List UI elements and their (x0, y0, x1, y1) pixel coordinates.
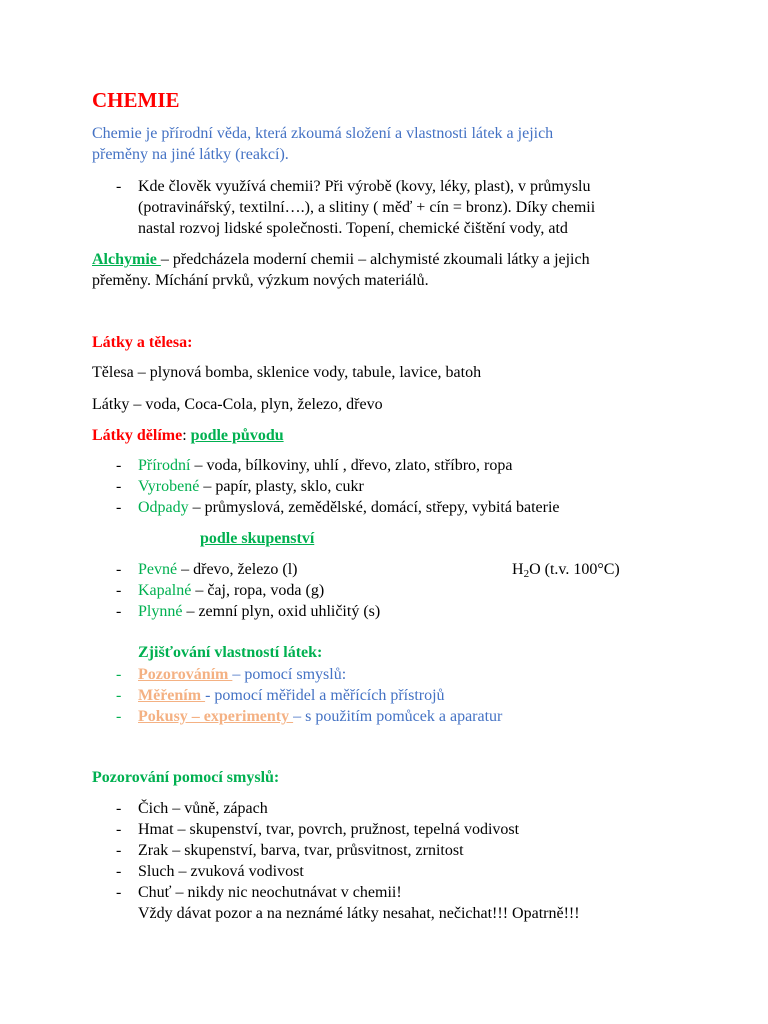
usage-line-2: (potravinářský, textilní….), a slitiny ( měď + cín = bronz). Díky chemii (138, 199, 596, 216)
alchymie-line-1 (92, 250, 590, 270)
skupenstvi-term: Plynné (138, 603, 183, 620)
usage-line-1: Kde člověk využívá chemii? Při výrobě (kovy, léky, plast), v průmyslu (138, 178, 591, 195)
alchymie-line-2: přeměny. Míchání prvků, výzkum nových materiálů. (92, 272, 429, 289)
vlastnosti-heading: Zjišťování vlastností látek: (138, 644, 323, 661)
skupenstvi-term: Pevné (138, 561, 178, 578)
vlastnosti-term: Pozorováním (138, 666, 233, 683)
section-heading-latky-telesa: Látky a tělesa: (92, 334, 193, 351)
deleni-label: Látky dělíme (92, 427, 183, 444)
alchymie-term: Alchymie (92, 251, 161, 268)
podle-puvodu-heading: podle původu (190, 427, 284, 444)
puvod-term: Odpady (138, 499, 189, 516)
smysly-heading: Pozorování pomocí smyslů: (92, 769, 280, 786)
intro-line-2: přeměny na jiné látky (reakcí). (92, 146, 289, 163)
puvod-term: Vyrobené (138, 478, 200, 495)
telesa-line: Tělesa – plynová bomba, sklenice vody, tabule, lavice, batoh (92, 364, 482, 381)
skupenstvi-term: Kapalné (138, 582, 192, 599)
latky-line: Látky – voda, Coca-Cola, plyn, železo, dřevo (92, 396, 383, 413)
intro-line-1: Chemie je přírodní věda, která zkoumá složení a vlastnosti látek a jejich (92, 125, 554, 142)
page-title: CHEMIE (92, 88, 180, 112)
vlastnosti-term: Měřením (138, 687, 206, 704)
podle-skupenstvi-heading: podle skupenství (200, 530, 315, 547)
document-page: CHEMIE Chemie je přírodní věda, která zkoumá složení a vlastnosti látek a jejich přeměny na jiné látky (reakcí). - Kde člověk využívá chemii? Při výrobě (kovy, léky, plast), v průmyslu (potravinářský, textilní….), a slitiny ( měď + cín = bronz). Díky chemii nastal rozvoj lidské společnosti. Topení, chemické čištění vody, atd Alchymie – předcházela moderní chemii – alchymisté zkoumali látky a jejich přeměny. Míchání prvků, výzkum nových materiálů. Látky a tělesa: Tělesa – plynová bomba, sklenice vody, tabule, lavice, batoh Látky – voda, Coca-Cola, plyn, železo, dřevo Látky dělíme: podle původu - Přírodní – voda, bílkoviny, uhlí , dřevo, zlato, stříbro, ropa - Vyrobené – papír, plasty, sklo, cukr - Odpady – průmyslová, zemědělské, domácí, střepy, vybitá baterie podle skupenství - Pevné – dřevo, železo (l) $H_2O$ (t.v. 100°C) - Kapalné – čaj, ropa, voda (g) - Plynné – zemní plyn, oxid uhličitý (s) Zjišťování vlastností látek: - Pozorováním – pomocí smyslů: - Měřením - pomocí měřidel a měřících přístrojů - Pokusy – experimenty – s použitím pomůcek a aparatur Pozorování pomocí smyslů: - Čich – vůně, zápach - Hmat – skupenství, tvar, povrch, pružnost, tepelná vodivost - Zrak – skupenství, barva, tvar, průsvitnost, zrnitost - Sluch – zvuková vodivost - Chuť – nikdy nic neochutnávat v chemii! Vždy dávat pozor a na neznámé látky nesahat, nečichat!!! Opatrně!!! (92, 88, 620, 922)
usage-line-3: nastal rozvoj lidské společnosti. Topení, chemické čištění vody, atd (138, 220, 568, 237)
vlastnosti-term: Pokusy – experimenty (138, 708, 294, 725)
alchymie-definition: – předcházela moderní chemii – alchymisté zkoumali látky a jejich (160, 251, 590, 268)
water-boiling-point: $H_2O$ (t.v. 100°C) (512, 561, 620, 580)
deleni-heading: Látky dělíme: podle původu (92, 427, 284, 444)
safety-warning: Vždy dávat pozor a na neznámé látky nesahat, nečichat!!! Opatrně!!! (138, 905, 580, 922)
puvod-term: Přírodní (138, 457, 191, 474)
